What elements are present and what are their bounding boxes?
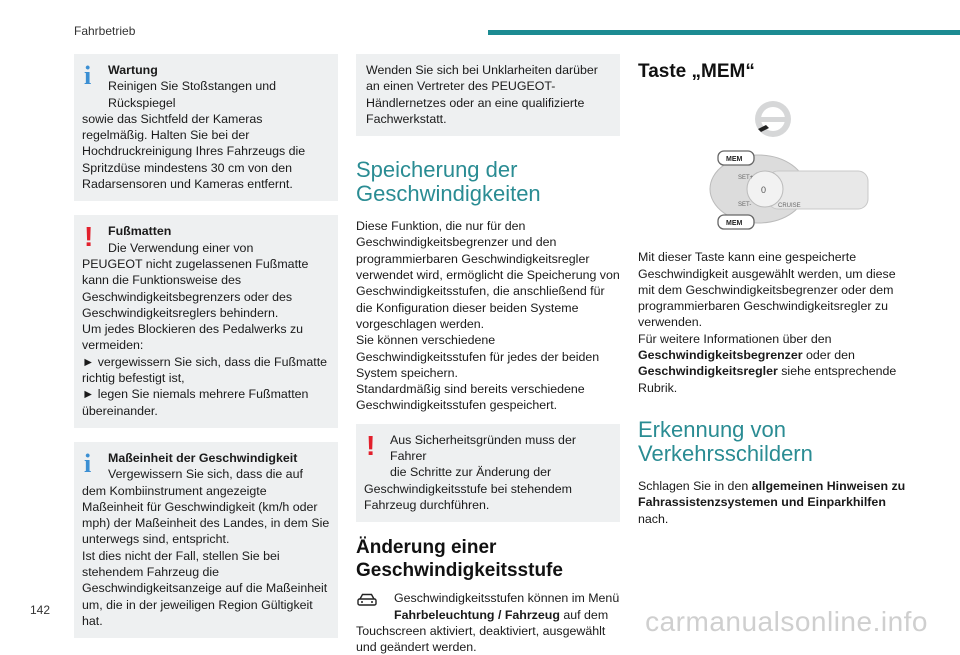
warning-box-floor-mats <box>74 215 338 428</box>
box-text: Um jedes Blockieren des Pedalwerks zu vermeiden: <box>82 322 304 353</box>
box-text: dem Kombiinstrument angezeigte Maßeinheit für Geschwindigkeit (km/h oder mph) der Maßeinheit des Landes, in dem Sie unterwegs sind, entspricht. <box>82 483 330 547</box>
warning-icon: ! <box>84 221 94 253</box>
text-run: siehe entsprechende Rubrik. <box>638 364 897 395</box>
column-left <box>74 54 338 652</box>
info-box-speed-unit <box>74 442 338 638</box>
mem-label-bottom: MEM <box>726 220 743 227</box>
zero-label: 0 <box>761 185 767 195</box>
box-text: Die Verwendung einer von <box>108 240 254 255</box>
bold-term: Geschwindigkeitsregler <box>638 364 778 379</box>
box-text: Aus Sicherheitsgründen muss der Fahrer <box>390 432 576 464</box>
paragraph: Sie können verschiedene Geschwindigkeitsstufen für jedes der beiden System speichern. <box>356 333 600 380</box>
car-icon <box>356 592 378 608</box>
box-text: Ist dies nicht der Fall, stellen Sie bei stehendem Fahrzeug die Geschwindigkeitsanzeige auf die Maßeinheit um, die in der jeweiligen Region Gültigkeit hat. <box>82 548 328 628</box>
column-right <box>638 54 908 537</box>
heading-traffic-sign: Erkennung von Verkehrsschildern <box>638 416 813 466</box>
heading-mem-button: Taste „MEM“ <box>638 61 755 82</box>
info-box-dealer <box>356 54 620 136</box>
box-text: Geschwindigkeitsstufe bei stehendem Fahrzeug durchführen. <box>364 481 573 512</box>
paragraph-menu <box>356 590 620 655</box>
bold-term: Geschwindigkeitsbegrenzer <box>638 348 803 363</box>
info-icon: i <box>84 61 92 90</box>
text-run: Schlagen Sie in den <box>638 478 752 493</box>
heading-change-speed: Änderung einer Geschwindigkeitsstufe <box>356 537 563 582</box>
box-text: Wenden Sie sich bei Unklarheiten darüber an einen Vertreter des PEUGEOT-Händlernetzes oder an eine qualifizierte Fachwerkstatt. <box>366 63 598 126</box>
paragraph: Diese Funktion, die nur für den Geschwindigkeitsbegrenzer und den programmierbaren Geschwindigkeitsregler verwendet wird, ermöglicht die Speicherung von Geschwindigkeitsstufen, die anschließend für die Konfiguration dieser beiden Systeme vorgeschlagen werden. <box>356 219 620 331</box>
box-text: PEUGEOT nicht zugelassenen Fußmatte kann die Funktionsweise des Geschwindigkeitsbegrenzers oder des Geschwindigkeitsreglers behindern. <box>82 256 309 320</box>
text-run: oder den <box>802 348 855 363</box>
menu-text: Geschwindigkeitsstufen können im Menü <box>394 591 620 606</box>
text-run: nach. <box>638 511 669 526</box>
page-number: 142 <box>30 603 51 617</box>
header-accent-bar <box>488 30 960 35</box>
info-icon: i <box>84 448 92 478</box>
warning-box-safety <box>356 424 620 522</box>
paragraph <box>638 478 908 527</box>
steering-control-diagram <box>638 91 908 241</box>
bullet-item: ► legen Sie niemals mehrere Fußmatten übereinander. <box>82 387 309 418</box>
menu-text: Touchscreen aktiviert, deaktiviert, ausgewählt und geändert werden. <box>356 623 606 655</box>
bold-term: allgemeinen Hinweisen zu Fahrassistenzsystemen und Einparkhilfen <box>638 478 906 510</box>
steering-wheel-icon <box>755 101 791 137</box>
mem-label-top: MEM <box>726 156 743 163</box>
stalk-diagram <box>710 151 868 229</box>
box-text: die Schritte zur Änderung der <box>390 465 552 480</box>
cruise-label: CRUISE <box>778 203 801 209</box>
box-text: Reinigen Sie Stoßstangen und Rückspiegel <box>108 79 277 110</box>
heading-speed-memory: Speicherung der Geschwindigkeiten <box>356 157 541 207</box>
box-title: Wartung <box>108 63 158 77</box>
watermark: carmanualsonline.info <box>645 606 928 637</box>
bullet-item: ► vergewissern Sie sich, dass die Fußmatte richtig befestigt ist, <box>82 354 328 386</box>
box-text: Vergewissern Sie sich, dass die auf <box>108 467 303 482</box>
set-minus-label: SET- <box>738 202 752 208</box>
box-text: sowie das Sichtfeld der Kameras regelmäßig. Halten Sie bei der Hochdruckreinigung Ihres Fahrzeugs die Spritzdüse mindestens 30 cm von den Radarsensoren und Kameras entfernt. <box>82 111 306 192</box>
set-plus-label: SET+ <box>738 175 754 181</box>
box-title: Fußmatten <box>108 224 172 239</box>
paragraph: Mit dieser Taste kann eine gespeicherte Geschwindigkeit ausgewählt werden, um diese mit dem Geschwindigkeitsbegrenzer oder dem programmierbaren Geschwindigkeitsregler zu verwenden. <box>638 250 896 330</box>
section-title: Fahrbetrieb <box>74 24 136 38</box>
menu-path: Fahrbeleuchtung / Fahrzeug <box>394 607 560 622</box>
column-middle <box>356 54 620 655</box>
paragraph <box>638 331 908 396</box>
box-title: Maßeinheit der Geschwindigkeit <box>108 450 298 465</box>
warning-icon: ! <box>366 429 376 461</box>
paragraph: Standardmäßig sind bereits verschiedene Geschwindigkeitsstufen gespeichert. <box>356 382 585 413</box>
info-box-maintenance <box>74 54 338 201</box>
text-run: Für weitere Informationen über den <box>638 331 832 346</box>
menu-text: auf dem <box>559 607 609 622</box>
